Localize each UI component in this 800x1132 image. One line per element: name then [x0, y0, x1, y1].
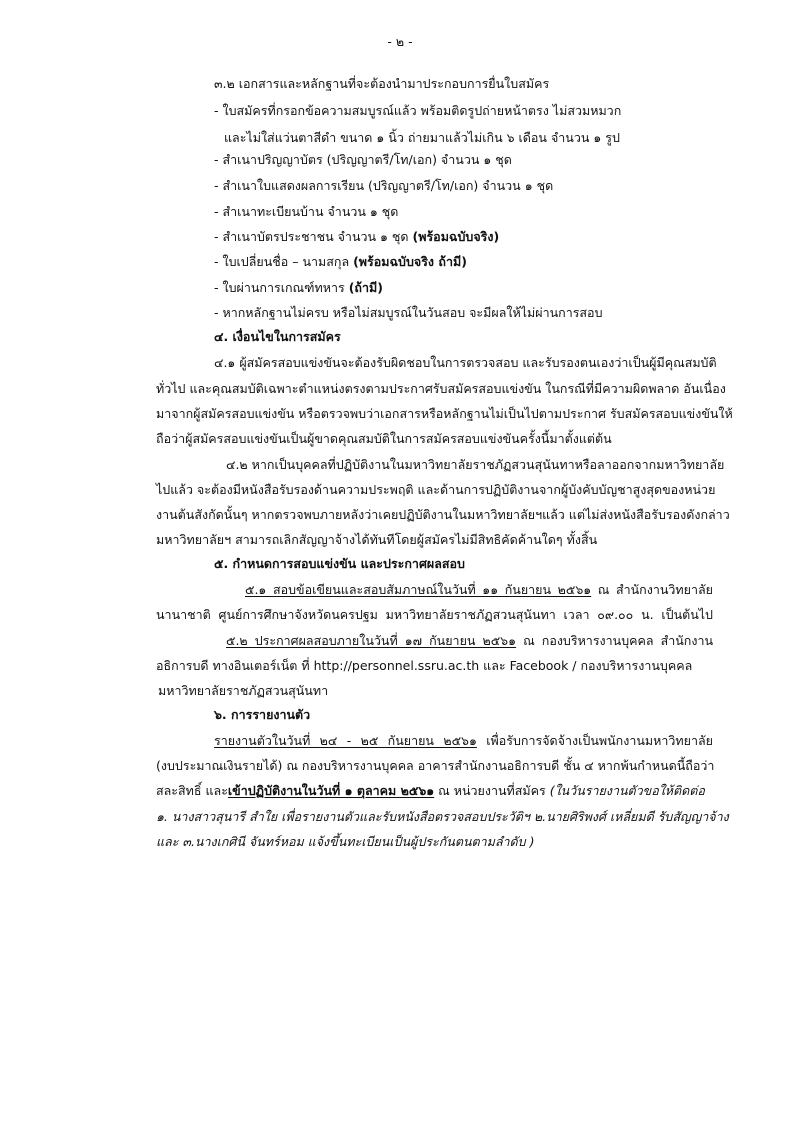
report-date-text: รายงานตัวในวันที่ ๒๔ - ๒๕ กันยายน ๒๕๖๑	[214, 733, 477, 748]
doc-item-military-note: (ถ้ามี)	[348, 280, 383, 295]
section-4-heading: ๔. เงื่อนไขในการสมัคร	[214, 329, 341, 344]
section-6-heading: ๖. การรายงานตัว	[214, 707, 311, 722]
para-6-line-4-note: ๑. นางสาวสุนารี สำใย เพื่อรายงานตัวและรับหนังสือตรวจสอบประวัติฯ ๒.นายศิริพงศ์ เหลี่ยมดี รับสัญญาจ้าง	[156, 809, 729, 824]
doc-item-id-card	[214, 228, 499, 246]
doc-item-transcript-copy: - สำเนาใบแสดงผลการเรียน (ปริญญาตรี/โท/เอก) จำนวน ๑ ชุด	[214, 178, 554, 193]
para-4-1-line-2: ทั่วไป และคุณสมบัติเฉพาะตำแหน่งตรงตามประกาศรับสมัครสอบแข่งขัน ในกรณีที่มีความผิดพลาด อันเนื่อง	[156, 381, 726, 396]
para-4-1-line-1: ๔.๑ ผู้สมัครสอบแข่งขันจะต้องรับผิดชอบในการตรวจสอบ และรับรองตนเองว่าเป็นผู้มีคุณสมบัติ	[214, 355, 717, 370]
exam-date-text: ๕.๑ สอบข้อเขียนและสอบสัมภาษณ์ในวันที่ ๑๑ กันยายน ๒๕๖๑	[245, 582, 592, 597]
para-5-1-line-2: นานาชาติ ศูนย์การศึกษาจังหวัดนครปฐม มหาวิทยาลัยราชภัฏสวนสุนันทา เวลา ๐๙.๐๐ น. เป็นต้นไป	[156, 607, 713, 622]
para-6-line-3-b: ณ หน่วยงานที่สมัคร	[434, 783, 550, 798]
result-venue-text: ณ กองบริหารงานบุคคล สำนักงาน	[516, 633, 714, 648]
para-4-1-line-3: มาจากผู้สมัครสอบแข่งขัน หรือตรวจพบว่าเอกสารหรือหลักฐานไม่เป็นไปตามประกาศ รับสมัครสอบแข่งขันให้	[156, 406, 733, 421]
para-4-2-line-1: ๔.๒ หากเป็นบุคคลที่ปฏิบัติงานในมหาวิทยาลัยราชภัฏสวนสุนันทาหรือลาออกจากมหาวิทยาลัย	[226, 457, 725, 472]
para-5-2-line-3: มหาวิทยาลัยราชภัฏสวนสุนันทา	[158, 683, 329, 698]
para-6-line-1	[214, 732, 713, 750]
report-purpose-text: เพื่อรับการจัดจ้างเป็นพนักงานมหาวิทยาลัย	[476, 733, 713, 748]
para-5-2-line-2: อธิการบดี ทางอินเตอร์เน็ต ที่ http://personnel.ssru.ac.th และ Facebook / กองบริหารงานบุคคล	[156, 658, 693, 673]
para-4-2-line-4: มหาวิทยาลัยฯ สามารถเลิกสัญญาจ้างได้ทันทีโดยผู้สมัครไม่มีสิทธิคัดค้านใดๆ ทั้งสิ้น	[156, 532, 598, 547]
para-6-line-2: (งบประมาณเงินรายได้) ณ กองบริหารงานบุคคล อาคารสำนักงานอธิการบดี ชั้น ๔ หากพ้นกำหนดนี้ถือว่า	[156, 758, 715, 773]
para-4-2-line-3: งานต้นสังกัดนั้นๆ หากตรวจพบภายหลังว่าเคยปฏิบัติงานในมหาวิทยาลัยฯแล้ว แต่ไม่ส่งหนังสือรับรองดังกล่าว	[156, 507, 730, 522]
para-6-line-3-a: สละสิทธิ์ และ	[156, 783, 228, 798]
doc-item-id-card-text: - สำเนาบัตรประชาชน จำนวน ๑ ชุด	[214, 229, 413, 244]
para-6-line-5-note: และ ๓.นางเกศินี จันทร์หอม แจ้งขึ้นทะเบียนเป็นผู้ประกันตนตามลำดับ )	[156, 834, 535, 849]
para-4-2-line-2: ไปแล้ว จะต้องมีหนังสือรับรองด้านความประพฤติ และด้านการปฏิบัติงานจากผู้บังคับบัญชาสูงสุดของหน่วย	[156, 482, 716, 497]
doc-item-degree-copy: - สำเนาปริญญาบัตร (ปริญญาตรี/โท/เอก) จำนวน ๑ ชุด	[214, 152, 512, 167]
para-6-line-3	[156, 782, 713, 800]
doc-item-house-registration: - สำเนาทะเบียนบ้าน จำนวน ๑ ชุด	[214, 204, 399, 219]
section-3-2-heading: ๓.๒ เอกสารและหลักฐานที่จะต้องนำมาประกอบการยื่นใบสมัคร	[214, 76, 550, 91]
result-date-text: ๕.๒ ประกาศผลสอบภายในวันที่ ๑๗ กันยายน ๒๕๖๑	[226, 633, 517, 648]
doc-item-id-card-note: (พร้อมฉบับจริง)	[412, 229, 500, 244]
doc-item-application-form: - ใบสมัครที่กรอกข้อความสมบูรณ์แล้ว พร้อมติดรูปถ่ายหน้าตรง ไม่สวมหมวก	[214, 103, 622, 118]
para-6-line-4	[156, 808, 729, 826]
doc-item-name-change-note: (พร้อมฉบับจริง ถ้ามี)	[353, 254, 467, 269]
doc-item-name-change-text: - ใบเปลี่ยนชื่อ – นามสกุล	[214, 254, 354, 269]
doc-item-application-form-cont: และไม่ใส่แว่นตาสีดำ ขนาด ๑ นิ้ว ถ่ายมาแล้วไม่เกิน ๖ เดือน จำนวน ๑ รูป	[224, 130, 620, 145]
para-4-1-line-4: ถือว่าผู้สมัครสอบแข่งขันเป็นผู้ขาดคุณสมบัติในการสมัครสอบแข่งขันครั้งนี้มาตั้งแต่ต้น	[156, 431, 612, 446]
start-work-date-text: เข้าปฏิบัติงานในวันที่ ๑ ตุลาคม ๒๕๖๑	[227, 783, 435, 798]
doc-item-incomplete-warning: - หากหลักฐานไม่ครบ หรือไม่สมบูรณ์ในวันสอบ จะมีผลให้ไม่ผ่านการสอบ	[214, 305, 603, 320]
para-6-line-5	[156, 833, 713, 851]
para-5-2-line-1	[226, 632, 713, 650]
doc-item-military	[214, 279, 383, 297]
doc-item-military-text: - ใบผ่านการเกณฑ์ทหาร	[214, 280, 349, 295]
section-5-heading: ๕. กำหนดการสอบแข่งขัน และประกาศผลสอบ	[214, 556, 465, 571]
doc-item-name-change	[214, 253, 467, 271]
para-6-line-3-note: (ในวันรายงานตัวขอให้ติดต่อ	[549, 783, 705, 798]
page-number: - ๒ -	[387, 34, 413, 49]
para-5-1-line-1	[245, 581, 713, 599]
exam-venue-text: ณ สำนักงานวิทยาลัย	[591, 582, 713, 597]
